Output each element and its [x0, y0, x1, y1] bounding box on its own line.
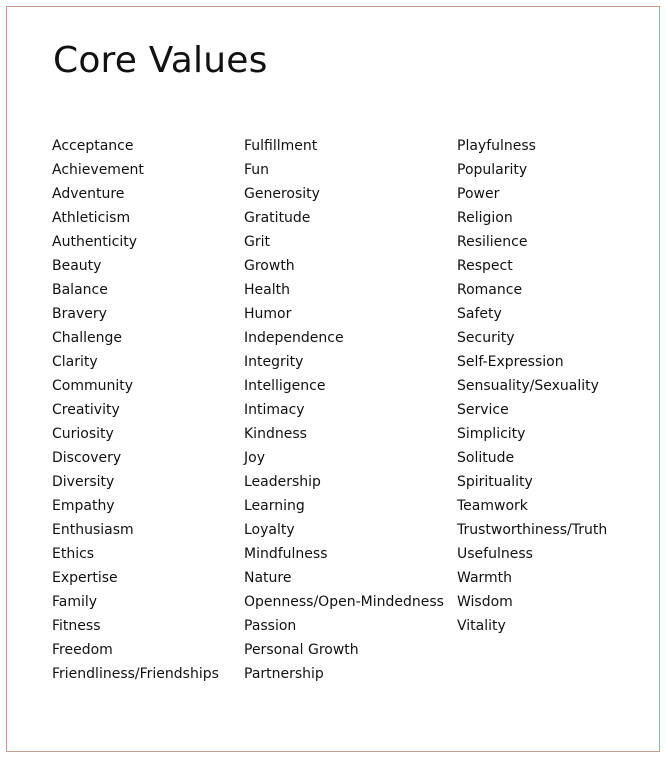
values-column-2 — [244, 134, 444, 686]
value-item: Achievement — [52, 162, 144, 178]
value-item: Growth — [244, 258, 295, 274]
value-item: Community — [52, 378, 134, 394]
value-item: Independence — [244, 330, 344, 346]
value-item: Simplicity — [457, 426, 526, 442]
value-item: Nature — [244, 570, 292, 586]
value-item: Trustworthiness/Truth — [457, 522, 608, 538]
value-item: Beauty — [52, 258, 102, 274]
value-item: Respect — [457, 258, 513, 274]
value-item: Friendliness/Friendships — [52, 666, 219, 682]
values-column-3 — [457, 134, 607, 638]
value-item: Partnership — [244, 666, 324, 682]
value-item: Generosity — [244, 186, 320, 202]
value-item: Curiosity — [52, 426, 114, 442]
value-item: Openness/Open-Mindedness — [244, 594, 444, 610]
value-item: Gratitude — [244, 210, 311, 226]
value-item: Adventure — [52, 186, 125, 202]
value-item: Kindness — [244, 426, 307, 442]
value-item: Intimacy — [244, 402, 305, 418]
value-item: Challenge — [52, 330, 122, 346]
value-item: Spirituality — [457, 474, 533, 490]
value-item: Ethics — [52, 546, 95, 562]
value-item: Resilience — [457, 234, 528, 250]
value-item: Discovery — [52, 450, 122, 466]
value-item: Mindfulness — [244, 546, 328, 562]
value-item: Service — [457, 402, 509, 418]
value-item: Bravery — [52, 306, 107, 322]
value-item: Enthusiasm — [52, 522, 134, 538]
value-item: Popularity — [457, 162, 528, 178]
value-item: Grit — [244, 234, 270, 250]
value-item: Sensuality/Sexuality — [457, 378, 599, 394]
value-item: Wisdom — [457, 594, 513, 610]
value-item: Passion — [244, 618, 297, 634]
value-item: Loyalty — [244, 522, 295, 538]
value-item: Religion — [457, 210, 513, 226]
value-item: Learning — [244, 498, 305, 514]
value-item: Power — [457, 186, 500, 202]
value-item: Creativity — [52, 402, 120, 418]
value-item: Health — [244, 282, 290, 298]
value-item: Self-Expression — [457, 354, 564, 370]
value-item: Safety — [457, 306, 502, 322]
value-item: Personal Growth — [244, 642, 359, 658]
value-item: Acceptance — [52, 138, 134, 154]
value-item: Fun — [244, 162, 270, 178]
value-item: Playfulness — [457, 138, 536, 154]
value-item: Athleticism — [52, 210, 131, 226]
page-title: Core Values — [53, 40, 268, 81]
value-item: Fulfillment — [244, 138, 318, 154]
value-item: Warmth — [457, 570, 513, 586]
value-item: Usefulness — [457, 546, 533, 562]
value-item: Solitude — [457, 450, 515, 466]
value-item: Vitality — [457, 618, 506, 634]
value-item: Romance — [457, 282, 523, 298]
value-item: Integrity — [244, 354, 304, 370]
value-item: Authenticity — [52, 234, 138, 250]
value-item: Security — [457, 330, 515, 346]
value-item: Joy — [244, 450, 265, 466]
value-item: Intelligence — [244, 378, 326, 394]
value-item: Expertise — [52, 570, 118, 586]
value-item: Empathy — [52, 498, 115, 514]
value-item: Leadership — [244, 474, 321, 490]
value-item: Family — [52, 594, 98, 610]
value-item: Teamwork — [457, 498, 528, 514]
value-item: Diversity — [52, 474, 115, 490]
values-column-1 — [52, 134, 219, 686]
value-item: Fitness — [52, 618, 101, 634]
value-item: Humor — [244, 306, 292, 322]
value-item: Freedom — [52, 642, 113, 658]
value-item: Balance — [52, 282, 108, 298]
value-item: Clarity — [52, 354, 98, 370]
